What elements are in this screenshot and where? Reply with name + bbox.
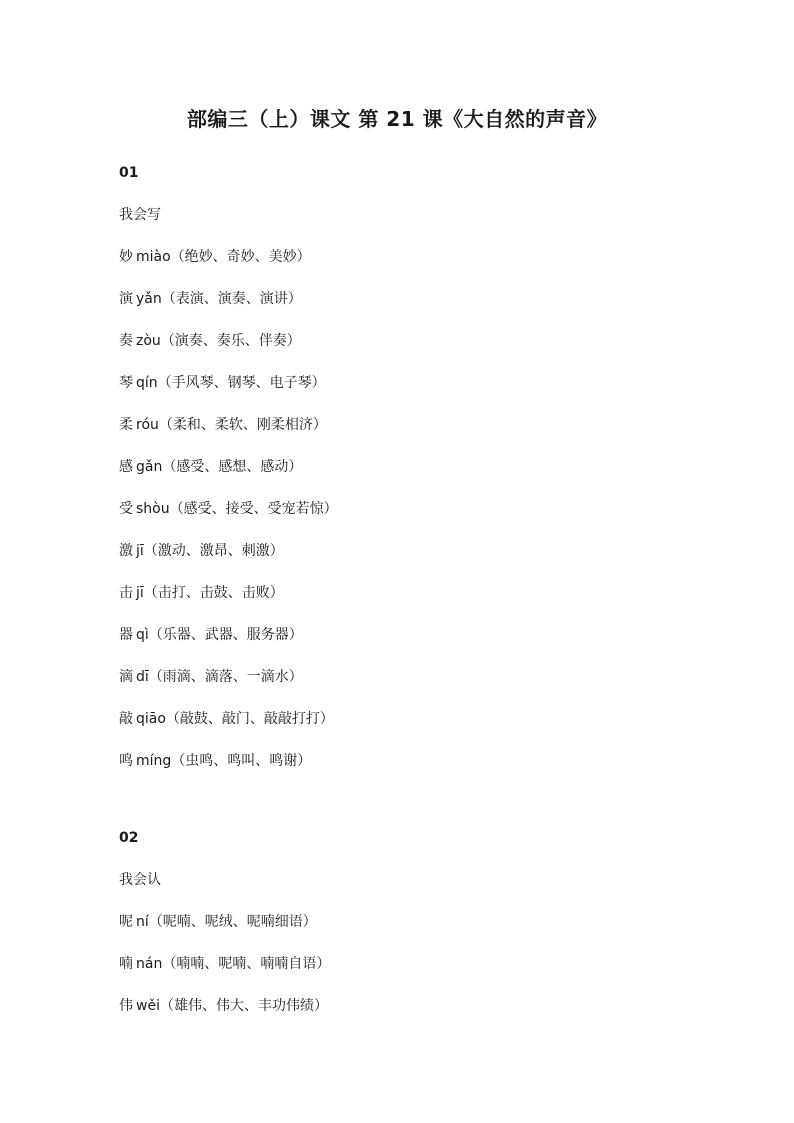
entry-words: （雨滴、滴落、一滴水） bbox=[148, 669, 303, 685]
vocab-entry bbox=[119, 247, 719, 267]
vocab-entry bbox=[119, 583, 719, 603]
vocab-entry bbox=[119, 499, 719, 519]
entry-char: 琴 bbox=[119, 375, 133, 391]
entry-pinyin: qín bbox=[136, 375, 158, 391]
entry-words: （表演、演奏、演讲） bbox=[161, 291, 302, 307]
entry-words: （演奏、奏乐、伴奏） bbox=[160, 333, 301, 349]
entry-pinyin: qiāo bbox=[136, 711, 166, 727]
vocab-entry bbox=[119, 541, 719, 561]
entry-words: （激动、激昂、刺激） bbox=[143, 543, 284, 559]
section-recognize bbox=[119, 828, 719, 1016]
entry-pinyin: zòu bbox=[136, 333, 161, 349]
page-title: 部编三（上）课文 第 21 课《大自然的声音》 bbox=[186, 107, 608, 131]
section-number: 02 bbox=[119, 830, 139, 846]
entry-char: 滴 bbox=[119, 669, 133, 685]
entry-char: 奏 bbox=[119, 333, 133, 349]
vocab-entry bbox=[119, 373, 719, 393]
entry-char: 激 bbox=[119, 543, 133, 559]
entry-pinyin: shòu bbox=[136, 501, 170, 517]
entry-words: （感受、接受、受宠若惊） bbox=[169, 501, 338, 517]
entry-words: （感受、感想、感动） bbox=[162, 459, 303, 475]
entry-words: （雄伟、伟大、丰功伟绩） bbox=[159, 998, 328, 1014]
entry-pinyin: qì bbox=[136, 627, 149, 643]
entry-char: 器 bbox=[119, 627, 133, 643]
entry-pinyin: gǎn bbox=[136, 459, 163, 475]
entry-words: （敲鼓、敲门、敲敲打打） bbox=[165, 711, 334, 727]
vocab-entry bbox=[119, 751, 719, 771]
entry-pinyin: dī bbox=[136, 669, 149, 685]
entry-pinyin: miào bbox=[136, 249, 171, 265]
entry-pinyin: jī bbox=[136, 585, 144, 601]
vocab-entry bbox=[119, 457, 719, 477]
vocab-entry bbox=[119, 709, 719, 729]
vocab-entry bbox=[119, 667, 719, 687]
entry-words: （击打、击鼓、击败） bbox=[143, 585, 284, 601]
entry-char: 伟 bbox=[119, 998, 133, 1014]
entry-pinyin: róu bbox=[136, 417, 159, 433]
section-heading: 我会写 bbox=[119, 207, 161, 223]
entry-words: （乐器、武器、服务器） bbox=[148, 627, 303, 643]
section-number: 01 bbox=[119, 165, 139, 181]
vocab-entry bbox=[119, 415, 719, 435]
entry-char: 呢 bbox=[119, 914, 133, 930]
entry-words: （柔和、柔软、刚柔相济） bbox=[158, 417, 327, 433]
entry-char: 鸣 bbox=[119, 753, 133, 769]
entry-pinyin: ní bbox=[136, 914, 149, 930]
entry-char: 柔 bbox=[119, 417, 133, 433]
entry-words: （绝妙、奇妙、美妙） bbox=[170, 249, 311, 265]
entry-pinyin: jī bbox=[136, 543, 144, 559]
entry-pinyin: míng bbox=[136, 753, 172, 769]
vocab-entry bbox=[119, 331, 719, 351]
entry-pinyin: nán bbox=[136, 956, 163, 972]
vocab-entry bbox=[119, 625, 719, 645]
entry-words: （呢喃、呢绒、呢喃细语） bbox=[148, 914, 317, 930]
entry-char: 敲 bbox=[119, 711, 133, 727]
entry-char: 妙 bbox=[119, 249, 133, 265]
entry-char: 演 bbox=[119, 291, 133, 307]
entry-char: 击 bbox=[119, 585, 133, 601]
section-heading: 我会认 bbox=[119, 872, 161, 888]
entry-words: （喃喃、呢喃、喃喃自语） bbox=[162, 956, 331, 972]
vocab-entry bbox=[119, 996, 719, 1016]
vocab-entry bbox=[119, 954, 719, 974]
entry-pinyin: wěi bbox=[136, 998, 160, 1014]
entry-words: （手风琴、钢琴、电子琴） bbox=[157, 375, 326, 391]
entry-char: 受 bbox=[119, 501, 133, 517]
entry-char: 喃 bbox=[119, 956, 133, 972]
vocab-entry bbox=[119, 912, 719, 932]
entry-pinyin: yǎn bbox=[136, 291, 162, 307]
entry-char: 感 bbox=[119, 459, 133, 475]
section-write bbox=[119, 163, 719, 771]
vocab-entry bbox=[119, 289, 719, 309]
entry-words: （虫鸣、鸣叫、鸣谢） bbox=[171, 753, 312, 769]
